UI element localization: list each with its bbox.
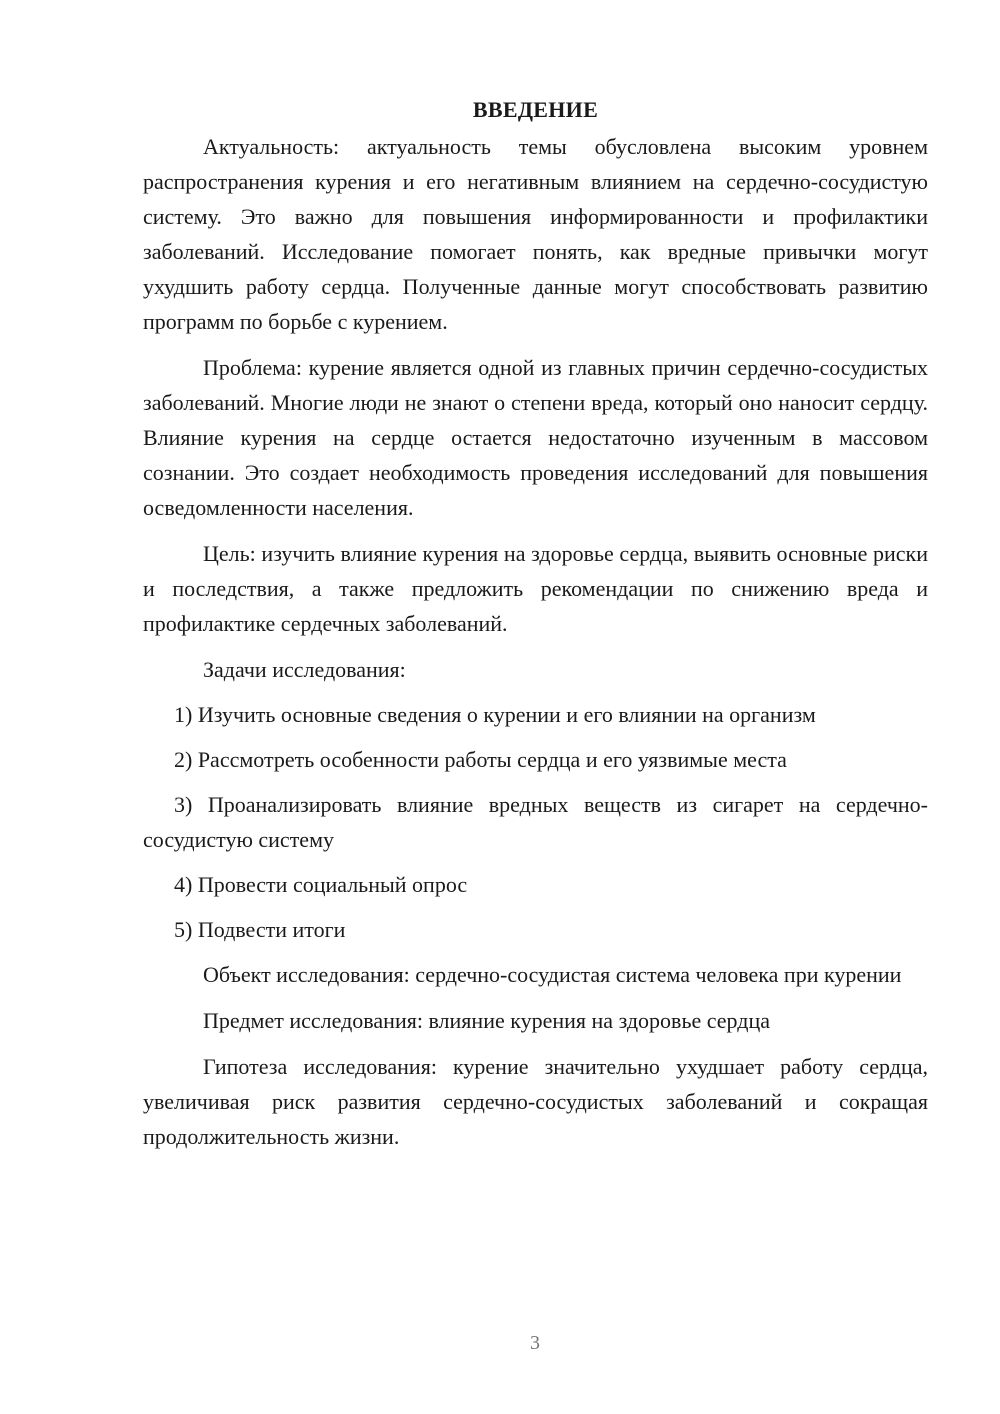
task-item-2: 2) Рассмотреть особенности работы сердца и его уязвимые места — [174, 747, 787, 772]
page-number: 3 — [530, 1332, 540, 1354]
paragraph-goal: Цель: изучить влияние курения на здоровье сердца, выявить основные риски и последствия, а также предложить рекомендации по снижению вреда и профилактике сердечных заболеваний. — [143, 541, 928, 636]
task-item-1: 1) Изучить основные сведения о курении и его влиянии на организм — [174, 702, 816, 727]
tasks-title: Задачи исследования: — [203, 657, 406, 682]
task-item-4: 4) Провести социальный опрос — [174, 872, 468, 897]
task-item-3: 3) Проанализировать влияние вредных веществ из сигарет на сердечно-сосудистую систему — [143, 792, 928, 852]
paragraph-subject: Предмет исследования: влияние курения на здоровье сердца — [203, 1008, 770, 1033]
paragraph-problem: Проблема: курение является одной из главных причин сердечно-сосудистых заболеваний. Многие люди не знают о степени вреда, который оно наносит сердцу. Влияние курения на сердце остается недостаточно изученным в массовом сознании. Это создает необходимость проведения исследований для повышения осведомленности населения. — [143, 355, 928, 520]
paragraph-object: Объект исследования: сердечно-сосудистая система человека при курении — [203, 962, 902, 987]
paragraph-relevance: Актуальность: актуальность темы обусловлена высоким уровнем распространения курения и его негативным влиянием на сердечно-сосудистую систему. Это важно для повышения информированности и профилактики заболеваний. Исследование помогает понять, как вредные привычки могут ухудшить работу сердца. Полученные данные могут способствовать развитию программ по борьбе с курением. — [143, 134, 928, 334]
task-item-5: 5) Подвести итоги — [174, 917, 346, 942]
document-page — [143, 92, 928, 1165]
paragraph-hypothesis: Гипотеза исследования: курение значительно ухудшает работу сердца, увеличивая риск развития сердечно-сосудистых заболеваний и сокращая продолжительность жизни. — [143, 1054, 928, 1149]
section-heading: ВВЕДЕНИЕ — [472, 97, 599, 122]
